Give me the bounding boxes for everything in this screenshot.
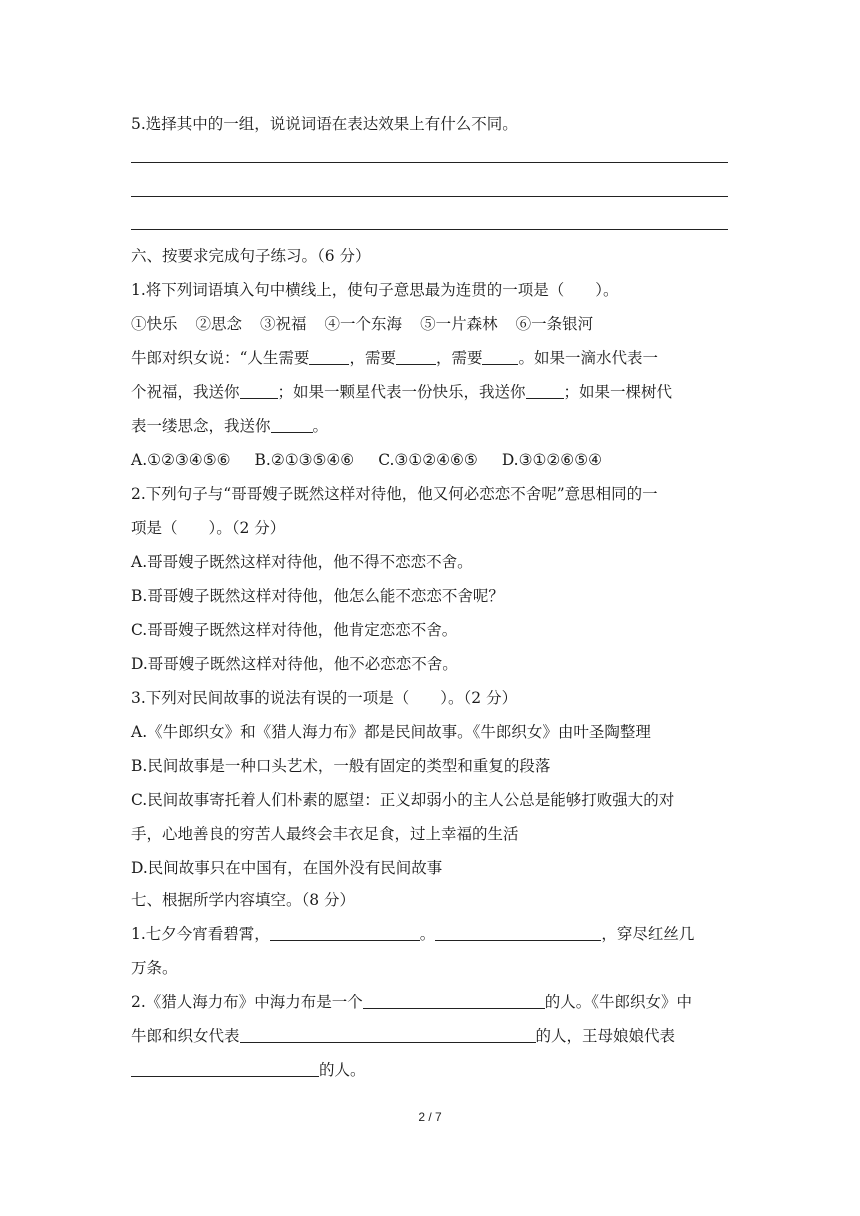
choice-b: B.哥哥嫂子既然这样对待他，他怎么能不恋恋不舍呢？ <box>131 587 504 605</box>
choice-c-cont: 手，心地善良的穷苦人最终会丰衣足食，过上幸福的生活 <box>131 825 519 843</box>
fill-sentence-line-3 <box>131 416 328 436</box>
question-text: 牛郎和织女代表 <box>131 1027 240 1045</box>
question-7-1-cont: 万条。 <box>131 959 178 977</box>
choice-c: C.③①②④⑥⑤ <box>378 451 478 469</box>
question-7-2 <box>131 992 692 1012</box>
sentence-text: 。如果一滴水代表一 <box>518 349 658 367</box>
question-text: 2.《猎人海力布》中海力布是一个 <box>131 993 363 1011</box>
word-option: ③祝福 <box>260 315 307 333</box>
answer-line <box>131 229 728 230</box>
answer-line <box>131 196 728 197</box>
question-7-2-cont <box>131 1060 366 1080</box>
fill-blank[interactable] <box>396 349 436 365</box>
fill-blank[interactable] <box>435 925 601 941</box>
question-text: ，穿尽红丝几 <box>601 925 695 943</box>
sentence-text: 牛郎对织女说：“人生需要 <box>131 349 310 367</box>
word-options <box>131 314 611 334</box>
fill-blank[interactable] <box>131 1061 319 1077</box>
choice-a: A.《牛郎织女》和《猎人海力布》都是民间故事。《牛郎织女》由叶圣陶整理 <box>131 723 651 741</box>
fill-blank[interactable] <box>271 417 313 433</box>
sentence-text: ，需要 <box>349 349 396 367</box>
fill-blank[interactable] <box>270 925 420 941</box>
fill-blank[interactable] <box>363 993 545 1009</box>
question-text: 的人，王母娘娘代表 <box>535 1027 676 1045</box>
choice-d: D.③①②⑥⑤④ <box>501 451 602 469</box>
word-option: ②思念 <box>195 315 243 333</box>
question-6-2-prompt: 2.下列句子与“哥哥嫂子既然这样对待他，他又何必恋恋不舍呢”意思相同的一 <box>131 485 658 503</box>
question-6-1-choices <box>131 450 626 470</box>
question-7-2-cont <box>131 1026 675 1046</box>
question-text: 的人。《牛郎织女》中 <box>544 993 693 1011</box>
word-option: ①快乐 <box>131 315 178 333</box>
answer-line <box>131 162 728 163</box>
fill-blank[interactable] <box>240 383 278 399</box>
word-option: ⑥一条银河 <box>515 315 594 333</box>
fill-sentence-line-2 <box>131 382 672 402</box>
fill-blank[interactable] <box>482 349 518 365</box>
section-6-heading: 六、按要求完成句子练习。（6 分） <box>131 247 371 265</box>
choice-b: B.②①③⑤④⑥ <box>254 451 355 469</box>
word-option: ⑤一片森林 <box>420 315 498 333</box>
choice-a: A.①②③④⑤⑥ <box>131 451 231 469</box>
choice-a: A.哥哥嫂子既然这样对待他，他不得不恋恋不舍。 <box>131 553 473 571</box>
question-6-3-prompt: 3.下列对民间故事的说法有误的一项是（ ）。（2 分） <box>131 689 518 707</box>
question-text: 1.七夕今宵看碧霄， <box>131 925 270 943</box>
question-text: 的人。 <box>319 1061 366 1079</box>
fill-blank[interactable] <box>526 383 564 399</box>
question-text: 。 <box>419 925 436 943</box>
page-number: 2 / 7 <box>418 1110 442 1124</box>
sentence-text: 表一缕思念，我送你 <box>131 417 271 435</box>
sentence-text: ；如果一颗星代表一份快乐，我送你 <box>277 383 526 401</box>
sentence-text: 。 <box>312 417 329 435</box>
sentence-text: 个祝福，我送你 <box>131 383 240 401</box>
sentence-text: ，需要 <box>435 349 483 367</box>
choice-d: D.民间故事只在中国有，在国外没有民间故事 <box>131 859 443 877</box>
choice-c: C.哥哥嫂子既然这样对待他，他肯定恋恋不舍。 <box>131 621 458 639</box>
question-6-2-prompt-cont: 项是（ ）。（2 分） <box>131 519 286 537</box>
choice-c: C.民间故事寄托着人们朴素的愿望：正义却弱小的主人公总是能够打败强大的对 <box>131 791 675 809</box>
section-7-heading: 七、根据所学内容填空。（8 分） <box>131 891 356 909</box>
question-7-1 <box>131 924 694 944</box>
question-6-1-prompt: 1.将下列词语填入句中横线上，使句子意思最为连贯的一项是（ ）。 <box>131 281 619 299</box>
choice-b: B.民间故事是一种口头艺术，一般有固定的类型和重复的段落 <box>131 757 551 775</box>
word-option: ④一个东海 <box>324 315 403 333</box>
fill-sentence-line-1 <box>131 348 658 368</box>
choice-d: D.哥哥嫂子既然这样对待他，他不必恋恋不舍。 <box>131 655 458 673</box>
sentence-text: ；如果一棵树代 <box>563 383 673 401</box>
fill-blank[interactable] <box>240 1027 536 1043</box>
fill-blank[interactable] <box>309 349 349 365</box>
question-5: 5.选择其中的一组，说说词语在表达效果上有什么不同。 <box>131 115 518 133</box>
